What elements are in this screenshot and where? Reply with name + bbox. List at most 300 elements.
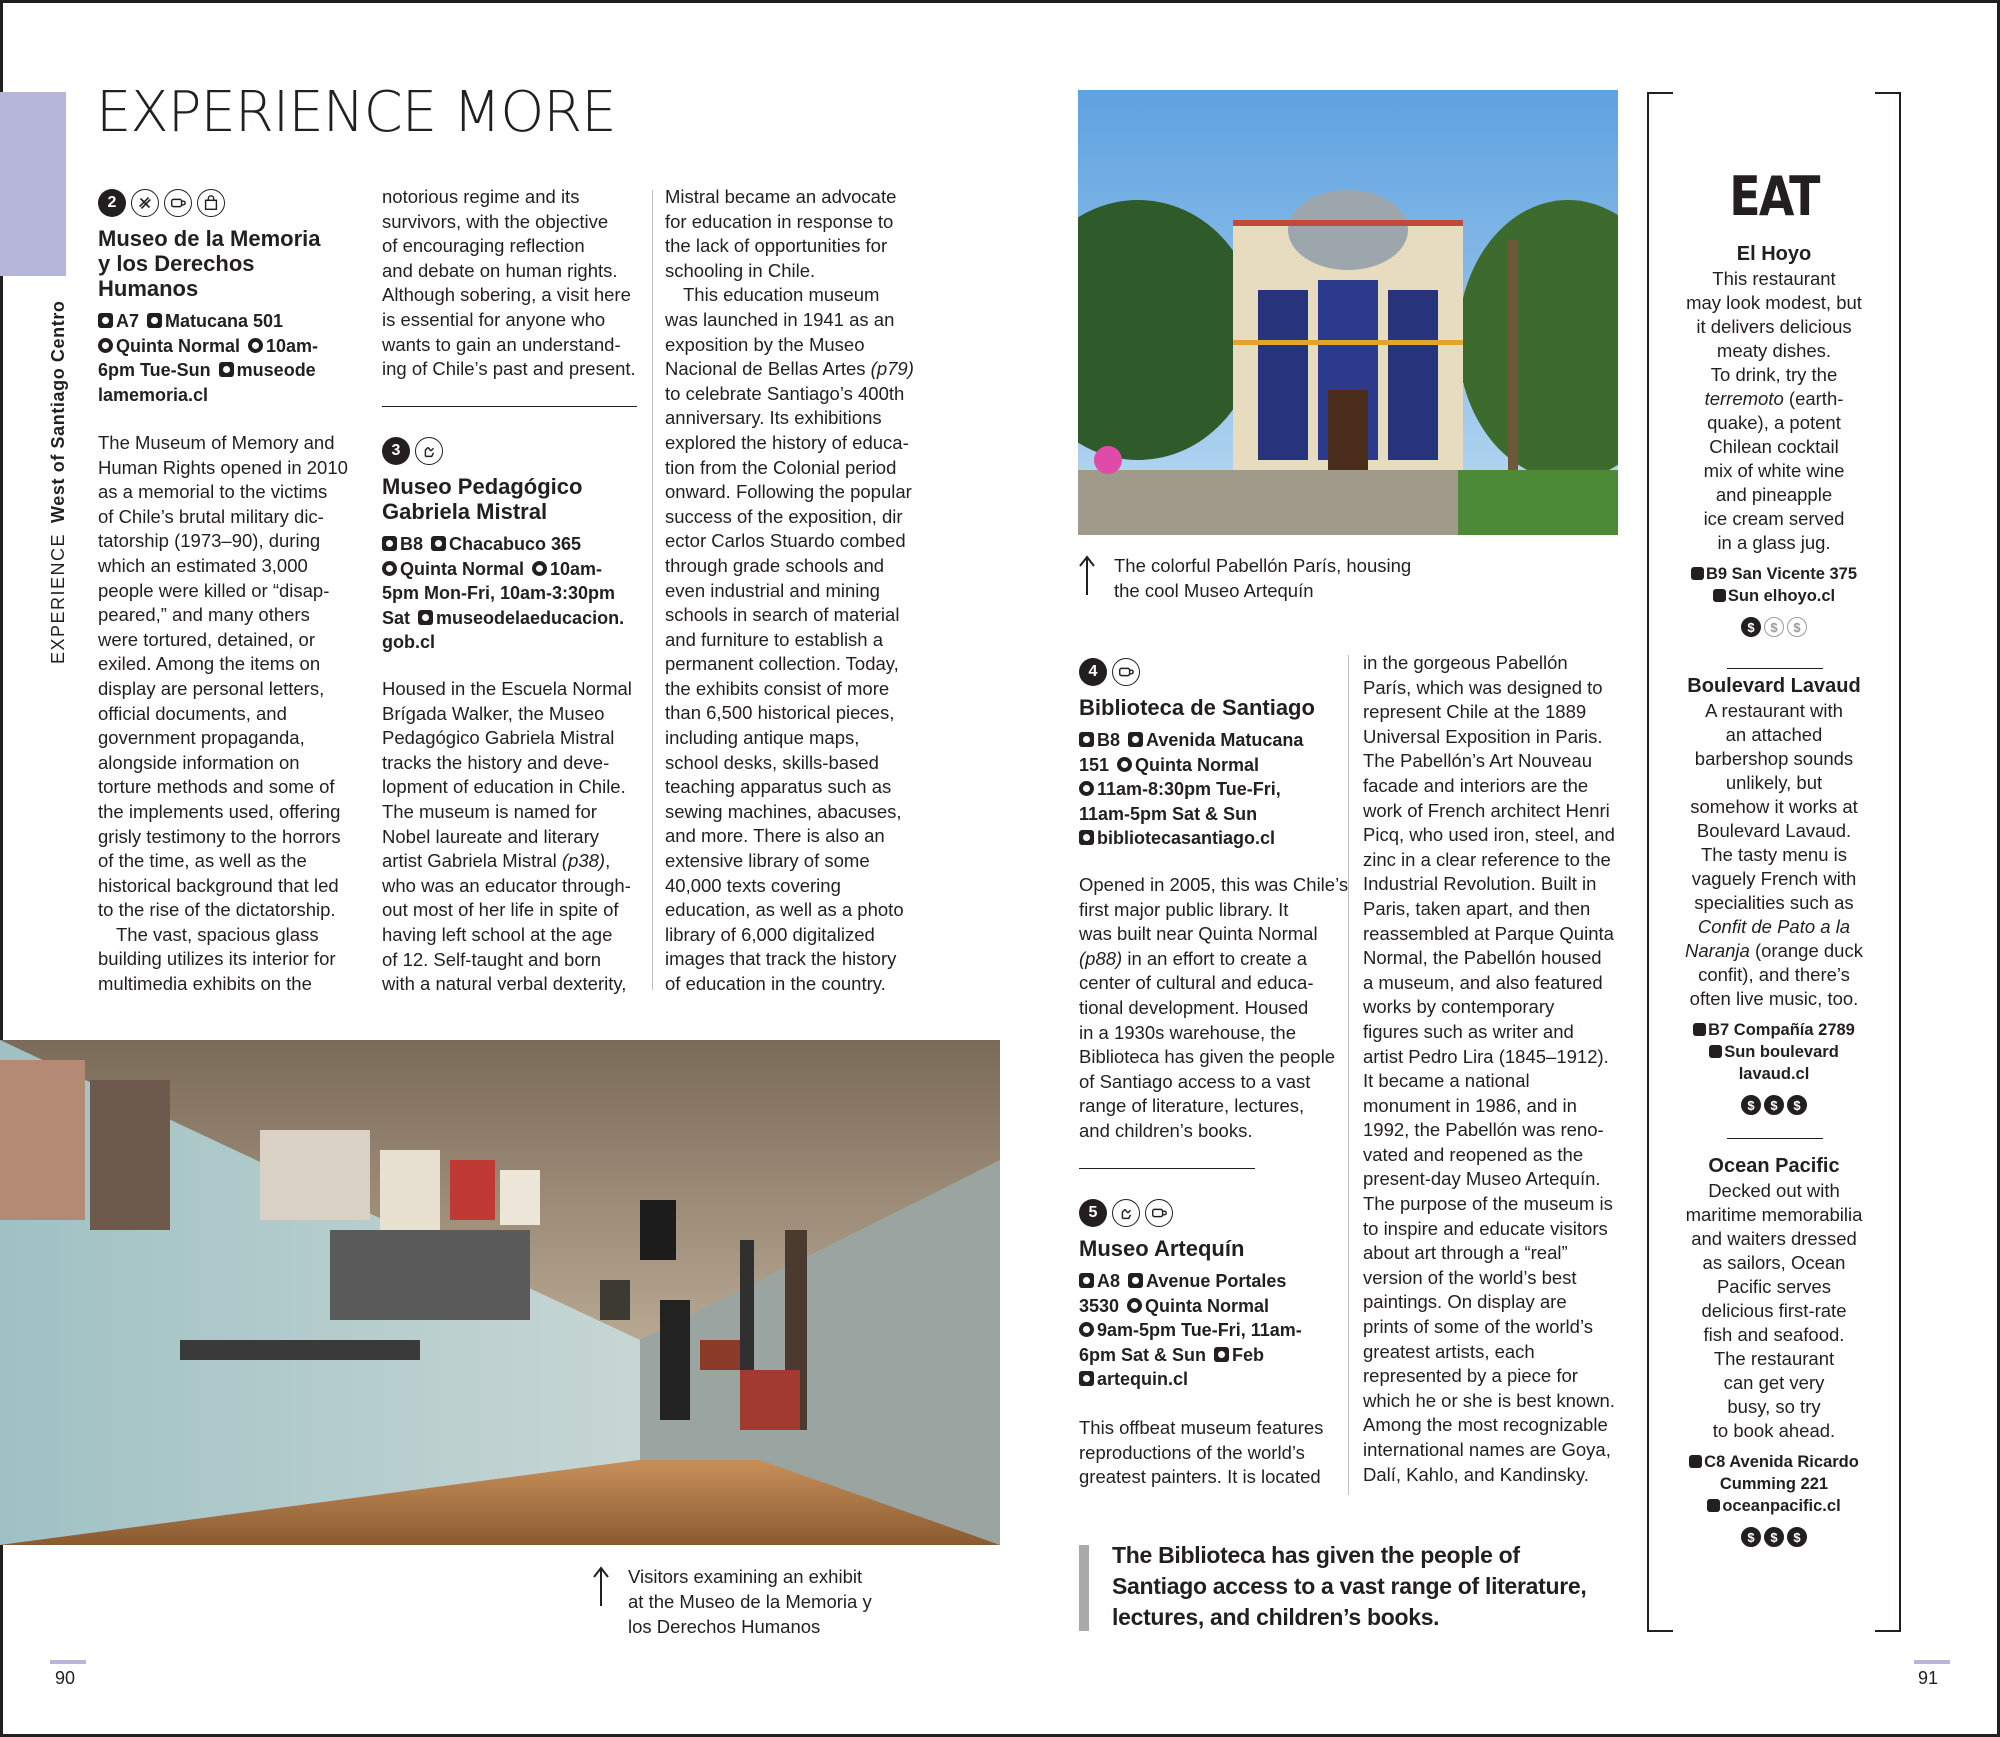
page-border-top xyxy=(0,0,2000,3)
hand-icon xyxy=(1112,1199,1140,1227)
caption-line: The colorful Pabellón París, housing xyxy=(1114,555,1412,576)
title-line: y los Derechos xyxy=(98,251,255,276)
website[interactable]: museode xyxy=(236,360,316,381)
text-line: present-day Museo Artequín. xyxy=(1363,1168,1601,1190)
restaurant-desc-line: may look modest, but xyxy=(1686,292,1862,313)
text-line: who was an educator through- xyxy=(382,874,631,896)
text-line: explored the history of educa- xyxy=(665,431,909,453)
pedagogico-text-col2 xyxy=(382,677,647,997)
text-line: to celebrate Santiago’s 400th xyxy=(665,382,905,404)
text-line: is essential for anyone who xyxy=(382,308,606,330)
restaurant-name: Boulevard Lavaud xyxy=(1687,675,1861,697)
restaurant-desc-line: to book ahead. xyxy=(1712,1420,1836,1441)
text-line: prints of some of the world’s xyxy=(1363,1316,1593,1338)
text-line: Industrial Revolution. Built in xyxy=(1363,873,1597,895)
restaurant-desc-line: delicious first-rate xyxy=(1701,1300,1847,1321)
text-line: sewing machines, abacuses, xyxy=(665,800,902,822)
text-line: building utilizes its interior for xyxy=(98,948,336,970)
text-line: ing of Chile’s past and present. xyxy=(382,358,636,380)
map-ref-icon xyxy=(1691,567,1704,580)
page-number-left: 90 xyxy=(55,1668,76,1688)
text-line: tional development. Housed xyxy=(1079,996,1309,1018)
text-line: Among the most recognizable xyxy=(1363,1414,1608,1436)
text-line: Nacional de Bellas Artes (p79) xyxy=(665,358,914,380)
restaurant-desc-line: and pineapple xyxy=(1715,484,1833,505)
text-line: was launched in 1941 as an xyxy=(665,308,895,330)
text-line: The Museum of Memory and xyxy=(98,432,335,453)
text-line: zinc in a clear reference to the xyxy=(1363,848,1611,870)
text-line: Human Rights opened in 2010 xyxy=(98,456,348,478)
address: Avenue Portales xyxy=(1146,1271,1287,1291)
entry-title: Museo Artequín xyxy=(1079,1236,1245,1261)
text-line: Pedagógico Gabriela Mistral xyxy=(382,727,615,749)
text-line: to the rise of the dictatorship. xyxy=(98,899,336,921)
cafe-icon xyxy=(1112,658,1140,686)
hours: 5pm Mon-Fri, 10am-3:30pm xyxy=(382,583,616,604)
restaurant-desc-line: and waiters dressed xyxy=(1691,1228,1857,1249)
map-icon xyxy=(131,189,159,217)
hours: 10am- xyxy=(266,335,319,356)
address-icon xyxy=(431,536,446,551)
text-line: 1992, the Pabellón was reno- xyxy=(1363,1119,1604,1141)
entry-info xyxy=(1079,1269,1359,1392)
map-ref: A8 xyxy=(1097,1271,1121,1291)
text-line: in the gorgeous Pabellón xyxy=(1363,652,1568,673)
hours: Sat xyxy=(382,607,411,628)
side-label-area: West of Santiago Centro xyxy=(48,300,68,523)
text-line: success of the exposition, dir xyxy=(665,505,903,527)
text-line: which he or she is best known. xyxy=(1363,1389,1615,1411)
restaurant-desc-line: barbershop sounds xyxy=(1694,748,1854,769)
hand-icon xyxy=(415,437,443,465)
text-line: permanent collection. Today, xyxy=(665,653,899,675)
hours: 9am-5pm Tue-Fri, 11am- xyxy=(1097,1320,1302,1341)
text-line: education, as well as a photo xyxy=(665,899,904,921)
text-line: display are personal letters, xyxy=(98,677,325,699)
section-tab xyxy=(0,92,66,276)
text-line: schools in search of material xyxy=(665,604,900,626)
text-line: grisly testimony to the horrors xyxy=(98,825,341,847)
price-rating xyxy=(1662,1527,1886,1547)
restaurant-divider xyxy=(1727,668,1823,669)
pedagogico-text-col3 xyxy=(665,185,930,997)
text-line: center of cultural and educa- xyxy=(1079,972,1314,994)
restaurant-divider xyxy=(1727,1138,1823,1139)
map-ref-icon xyxy=(1079,732,1094,747)
page-number-bar xyxy=(50,1660,86,1664)
text-line: This offbeat museum features xyxy=(1079,1417,1324,1438)
restaurant-desc-line: confit), and there’s xyxy=(1698,964,1850,985)
hours: 10am- xyxy=(550,558,603,579)
address-icon xyxy=(1128,1273,1143,1288)
entry-memoria-header xyxy=(98,188,368,407)
up-arrow-icon xyxy=(1078,555,1096,595)
closed-icon xyxy=(1709,1045,1722,1058)
text-line: Dalí, Kahlo, and Kandinsky. xyxy=(1363,1463,1589,1485)
text-line: of encouraging reflection xyxy=(382,235,585,257)
metro-icon xyxy=(1117,757,1132,772)
text-line: paintings. On display are xyxy=(1363,1291,1567,1313)
text-line: historical background that led xyxy=(98,874,339,896)
text-line: were tortured, detained, or xyxy=(98,628,315,650)
metro: Quinta Normal xyxy=(1135,754,1260,775)
entry-divider xyxy=(382,406,637,407)
text-line: tatorship (1973–90), during xyxy=(98,530,321,552)
restaurant-desc-line: quake), a potent xyxy=(1707,412,1841,433)
price-coin-icon: $ xyxy=(1741,617,1761,637)
metro-icon xyxy=(98,338,113,353)
entry-title xyxy=(98,226,368,301)
text-line: of Santiago access to a vast xyxy=(1079,1070,1311,1092)
text-line: the lack of opportunities for xyxy=(665,235,888,257)
website[interactable]: gob.cl xyxy=(382,632,435,653)
pull-quote-bar xyxy=(1079,1545,1089,1631)
text-line: peared,” and many others xyxy=(98,604,310,626)
price-rating xyxy=(1662,1095,1886,1115)
restaurant-ocean-pacific xyxy=(1662,1154,1886,1547)
text-line: as a memorial to the victims xyxy=(98,481,328,503)
restaurant-desc-line: meaty dishes. xyxy=(1716,340,1832,361)
entry-info xyxy=(98,309,368,407)
title-line: Museo Pedagógico xyxy=(382,474,583,499)
restaurant-desc-line: The restaurant xyxy=(1713,1348,1835,1369)
text-line: It became a national xyxy=(1363,1070,1530,1092)
text-line: government propaganda, xyxy=(98,727,305,749)
restaurant-desc-line: in a glass jug. xyxy=(1717,532,1831,553)
metro: Quinta Normal xyxy=(1145,1295,1270,1316)
restaurant-el-hoyo xyxy=(1662,242,1886,637)
restaurant-boulevard-lavaud xyxy=(1662,674,1886,1115)
price-coin-icon: $ xyxy=(1787,1527,1807,1547)
text-line: Biblioteca has given the people xyxy=(1079,1046,1336,1068)
restaurant-desc-line: can get very xyxy=(1723,1372,1825,1393)
artequin-text-right xyxy=(1363,651,1633,1487)
cafe-icon xyxy=(164,189,192,217)
text-line: and children’s books. xyxy=(1079,1119,1253,1141)
shop-icon xyxy=(197,189,225,217)
pull-quote: The Biblioteca has given the people of Santiago access to a vast range of literature, lectures, and children’s books. xyxy=(1112,1542,1587,1630)
clock-icon xyxy=(532,561,547,576)
photo-pabellon-paris xyxy=(1078,90,1618,535)
artequin-text xyxy=(1079,1416,1349,1490)
caption-line: Visitors examining an exhibit xyxy=(628,1566,863,1587)
text-line: of Chile’s brutal military dic- xyxy=(98,505,324,527)
price-coin-icon: $ xyxy=(1741,1527,1761,1547)
text-line: represent Chile at the 1889 xyxy=(1363,701,1587,723)
text-line: Brígada Walker, the Museo xyxy=(382,702,605,724)
price-coin-icon: $ xyxy=(1741,1095,1761,1115)
page-title: EXPERIENCE MORE xyxy=(96,80,616,145)
web-icon xyxy=(1079,1371,1094,1386)
closed-icon xyxy=(1713,589,1726,602)
restaurant-desc-line: mix of white wine xyxy=(1703,460,1845,481)
restaurant-desc-line: Chilean cocktail xyxy=(1709,436,1839,457)
price-coin-icon: $ xyxy=(1764,1527,1784,1547)
text-line: range of literature, lectures, xyxy=(1079,1095,1305,1117)
text-line: extensive library of some xyxy=(665,850,870,872)
text-line: of the time, as well as the xyxy=(98,850,307,872)
text-line: teaching apparatus such as xyxy=(665,776,892,798)
map-ref: B8 xyxy=(400,534,424,554)
caption-pabellon xyxy=(1078,553,1478,603)
text-line: schooling in Chile. xyxy=(665,259,816,281)
text-line: of education in the country. xyxy=(665,973,886,994)
caption-memoria xyxy=(592,1564,912,1639)
text-line: greatest artists, each xyxy=(1363,1340,1535,1362)
entry-title xyxy=(382,474,652,524)
restaurant-desc-line: To drink, try the xyxy=(1710,364,1838,385)
entry-biblioteca-header xyxy=(1079,657,1359,851)
text-line: school desks, skills-based xyxy=(665,751,879,773)
restaurant-info: B9 San Vicente 375 xyxy=(1705,565,1858,583)
text-line: Opened in 2005, this was Chile’s xyxy=(1079,874,1349,895)
photo-memoria-interior xyxy=(0,1040,1000,1545)
text-line: of 12. Self-taught and born xyxy=(382,948,602,970)
caption-line: los Derechos Humanos xyxy=(628,1616,821,1637)
text-line: reassembled at Parque Quinta xyxy=(1363,922,1614,944)
text-line: The museum is named for xyxy=(382,800,597,822)
hours: 6pm Tue-Sun xyxy=(98,360,211,381)
restaurant-info: oceanpacific.cl xyxy=(1722,1497,1841,1515)
restaurant-desc-line: The tasty menu is xyxy=(1700,844,1847,865)
restaurant-desc-line: vaguely French with xyxy=(1691,868,1857,889)
memoria-text-col1 xyxy=(98,431,368,997)
web-icon xyxy=(219,362,234,377)
text-line: Housed in the Escuela Normal xyxy=(382,678,632,699)
restaurant-desc-line: maritime memorabilia xyxy=(1685,1204,1863,1225)
map-ref-icon xyxy=(382,536,397,551)
address: Avenida Matucana xyxy=(1146,730,1304,750)
restaurant-desc-line: as sailors, Ocean xyxy=(1702,1252,1846,1273)
caption-line: at the Museo de la Memoria y xyxy=(628,1591,872,1612)
text-line: works by contemporary xyxy=(1363,996,1555,1018)
text-line: reproductions of the world’s xyxy=(1079,1441,1305,1463)
text-line: represented by a piece for xyxy=(1363,1365,1578,1387)
restaurant-desc-line: Decked out with xyxy=(1708,1180,1840,1201)
text-line: tracks the history and deve- xyxy=(382,751,610,773)
column-rule xyxy=(652,190,653,990)
price-rating xyxy=(1662,617,1886,637)
hours: 11am-8:30pm Tue-Fri, xyxy=(1097,779,1281,800)
text-line: images that track the history xyxy=(665,948,897,970)
website[interactable]: lamemoria.cl xyxy=(98,384,209,405)
restaurant-desc-line: busy, so try xyxy=(1727,1396,1821,1417)
restaurant-info: Cumming 221 xyxy=(1719,1475,1829,1493)
closed: Feb xyxy=(1232,1344,1265,1365)
restaurant-desc-line: Pacific serves xyxy=(1716,1276,1832,1297)
price-coin-icon: $ xyxy=(1764,617,1784,637)
map-ref-icon xyxy=(1079,1273,1094,1288)
entry-number: 4 xyxy=(1079,658,1107,686)
title-line: Humanos xyxy=(98,276,199,301)
restaurant-desc-line: Confit de Pato a la xyxy=(1697,916,1851,937)
text-line: international names are Goya, xyxy=(1363,1439,1611,1460)
text-line: París, which was designed to xyxy=(1363,676,1603,698)
restaurant-info: lavaud.cl xyxy=(1738,1065,1810,1083)
title-line: Museo de la Memoria xyxy=(98,226,321,251)
restaurant-info: C8 Avenida Ricardo xyxy=(1704,1453,1859,1471)
text-line: survivors, with the objective xyxy=(382,210,609,232)
map-ref-icon xyxy=(98,313,113,328)
metro: Quinta Normal xyxy=(400,558,525,579)
address: 3530 xyxy=(1079,1295,1120,1316)
clock-icon xyxy=(248,338,263,353)
text-line: Paris, taken apart, and then xyxy=(1363,897,1591,919)
entry-number: 3 xyxy=(382,437,410,465)
restaurant-desc-line: ice cream served xyxy=(1703,508,1845,529)
text-line: out most of her life in spite of xyxy=(382,899,619,921)
restaurant-desc-line: A restaurant with xyxy=(1705,700,1843,721)
text-line: (p88) in an effort to create a xyxy=(1079,947,1307,969)
address: Matucana 501 xyxy=(165,311,284,331)
restaurant-name: El Hoyo xyxy=(1736,243,1812,265)
text-line: exiled. Among the items on xyxy=(98,653,321,675)
text-line: library of 6,000 digitalized xyxy=(665,923,875,945)
restaurant-desc-line: Boulevard Lavaud. xyxy=(1696,820,1852,841)
map-ref: B8 xyxy=(1097,730,1121,750)
text-line: which an estimated 3,000 xyxy=(98,554,308,576)
closed-icon xyxy=(1214,1347,1229,1362)
side-label-section: EXPERIENCE xyxy=(48,532,68,664)
text-line: including antique maps, xyxy=(665,727,860,749)
text-line: Normal, the Pabellón housed xyxy=(1363,947,1602,969)
text-line: artist Gabriela Mistral (p38), xyxy=(382,850,611,872)
restaurant-info: B7 Compañía 2789 xyxy=(1708,1021,1855,1039)
text-line: about art through a “real” xyxy=(1363,1242,1568,1264)
entry-number: 2 xyxy=(98,189,126,217)
title-line: Gabriela Mistral xyxy=(382,499,548,524)
up-arrow-icon xyxy=(592,1566,610,1606)
text-line: even industrial and mining xyxy=(665,579,880,601)
text-line: than 6,500 historical pieces, xyxy=(665,702,895,724)
website[interactable]: bibliotecasantiago.cl xyxy=(1097,828,1276,849)
text-line: and furniture to establish a xyxy=(665,628,884,650)
text-line: alongside information on xyxy=(98,751,300,773)
restaurant-desc-line: terremoto (earth- xyxy=(1704,388,1844,409)
text-line: official documents, and xyxy=(98,702,287,724)
cafe-icon xyxy=(1145,1199,1173,1227)
text-line: wants to gain an understand- xyxy=(382,333,621,355)
entry-title: Biblioteca de Santiago xyxy=(1079,695,1315,720)
text-line: greatest painters. It is located xyxy=(1079,1466,1321,1488)
text-line: ector Carlos Stuardo combed xyxy=(665,530,906,552)
text-line: Universal Exposition in Paris. xyxy=(1363,725,1603,747)
restaurant-info: Sun boulevard xyxy=(1724,1043,1839,1061)
text-line: facade and interiors are the xyxy=(1363,774,1589,796)
caption-line: the cool Museo Artequín xyxy=(1114,580,1314,601)
website[interactable]: museodelaeducacion. xyxy=(436,607,625,628)
text-line: torture methods and some of xyxy=(98,776,335,798)
restaurant-desc-line: This restaurant xyxy=(1712,268,1836,289)
text-line: figures such as writer and xyxy=(1363,1020,1574,1042)
price-coin-icon: $ xyxy=(1787,617,1807,637)
text-line: and more. There is also an xyxy=(665,825,885,847)
map-ref: A7 xyxy=(116,311,140,331)
price-coin-icon: $ xyxy=(1787,1095,1807,1115)
restaurant-desc-line: an attached xyxy=(1725,724,1823,745)
text-line: work of French architect Henri xyxy=(1363,799,1610,821)
eat-title: EAT xyxy=(1729,165,1819,228)
text-line: Although sobering, a visit here xyxy=(382,284,631,306)
map-ref-icon xyxy=(1693,1023,1706,1036)
text-line: people were killed or “disap- xyxy=(98,579,330,601)
text-line: the exhibits consist of more xyxy=(665,677,890,699)
restaurant-name: Ocean Pacific xyxy=(1708,1155,1840,1177)
text-line: 40,000 texts covering xyxy=(665,874,841,896)
text-line: having left school at the age xyxy=(382,923,613,945)
web-icon xyxy=(1707,1499,1720,1512)
entry-number: 5 xyxy=(1079,1199,1107,1227)
text-line: in a 1930s warehouse, the xyxy=(1079,1021,1297,1043)
restaurant-desc-line: specialities such as xyxy=(1694,892,1854,913)
text-line: version of the world’s best xyxy=(1363,1266,1577,1288)
entry-info xyxy=(382,532,652,655)
metro-icon xyxy=(1127,1298,1142,1313)
hours: 6pm Sat & Sun xyxy=(1079,1344,1207,1365)
text-line: monument in 1986, and in xyxy=(1363,1094,1577,1116)
memoria-text-col2 xyxy=(382,185,642,382)
text-line: Nobel laureate and literary xyxy=(382,825,599,847)
address: Chacabuco 365 xyxy=(449,534,582,554)
text-line: vated and reopened as the xyxy=(1363,1143,1584,1165)
clock-icon xyxy=(1079,1322,1094,1337)
clock-icon xyxy=(1079,781,1094,796)
text-line: for education in response to xyxy=(665,210,894,232)
text-line: tion from the Colonial period xyxy=(665,456,897,478)
restaurant-desc-line: often live music, too. xyxy=(1689,988,1859,1009)
text-line: onward. Following the popular xyxy=(665,481,912,503)
text-line: the implements used, offering xyxy=(98,800,341,822)
text-line: notorious regime and its xyxy=(382,186,580,207)
restaurant-desc-line: unlikely, but xyxy=(1725,772,1823,793)
side-section-label xyxy=(48,300,69,664)
text-line: This education museum xyxy=(683,284,880,306)
entry-divider xyxy=(1079,1168,1255,1169)
address-icon xyxy=(1128,732,1143,747)
text-line: exposition by the Museo xyxy=(665,333,865,355)
hours: 11am-5pm Sat & Sun xyxy=(1079,803,1258,824)
price-coin-icon: $ xyxy=(1764,1095,1784,1115)
text-line: lopment of education in Chile. xyxy=(382,776,626,798)
restaurant-desc-line: it delivers delicious xyxy=(1696,316,1852,337)
website[interactable]: artequin.cl xyxy=(1097,1369,1189,1390)
text-line: The vast, spacious glass xyxy=(116,923,319,945)
text-line: The purpose of the museum is xyxy=(1363,1193,1613,1215)
text-line: Mistral became an advocate xyxy=(665,186,897,207)
biblioteca-text xyxy=(1079,873,1349,1144)
text-line: The Pabellón’s Art Nouveau xyxy=(1363,750,1593,772)
text-line: with a natural verbal dexterity, xyxy=(382,973,627,995)
text-line: Picq, who used iron, steel, and xyxy=(1363,824,1615,846)
restaurant-info: Sun elhoyo.cl xyxy=(1727,587,1836,605)
address-icon xyxy=(147,313,162,328)
entry-pedagogico-header xyxy=(382,436,652,655)
page-number-right: 91 xyxy=(1918,1668,1939,1688)
text-line: artist Pedro Lira (1845–1912). xyxy=(1363,1045,1609,1067)
text-line: was built near Quinta Normal xyxy=(1079,923,1318,945)
restaurant-desc-line: fish and seafood. xyxy=(1703,1324,1845,1345)
text-line: through grade schools and xyxy=(665,554,885,576)
metro: Quinta Normal xyxy=(116,335,241,356)
entry-info xyxy=(1079,728,1359,851)
text-line: a museum, and also featured xyxy=(1363,971,1603,993)
map-ref-icon xyxy=(1689,1455,1702,1468)
text-line: to inspire and educate visitors xyxy=(1363,1217,1608,1239)
metro-icon xyxy=(382,561,397,576)
web-icon xyxy=(418,610,433,625)
text-line: multimedia exhibits on the xyxy=(98,973,312,995)
restaurant-desc-line: Naranja (orange duck xyxy=(1685,940,1863,961)
